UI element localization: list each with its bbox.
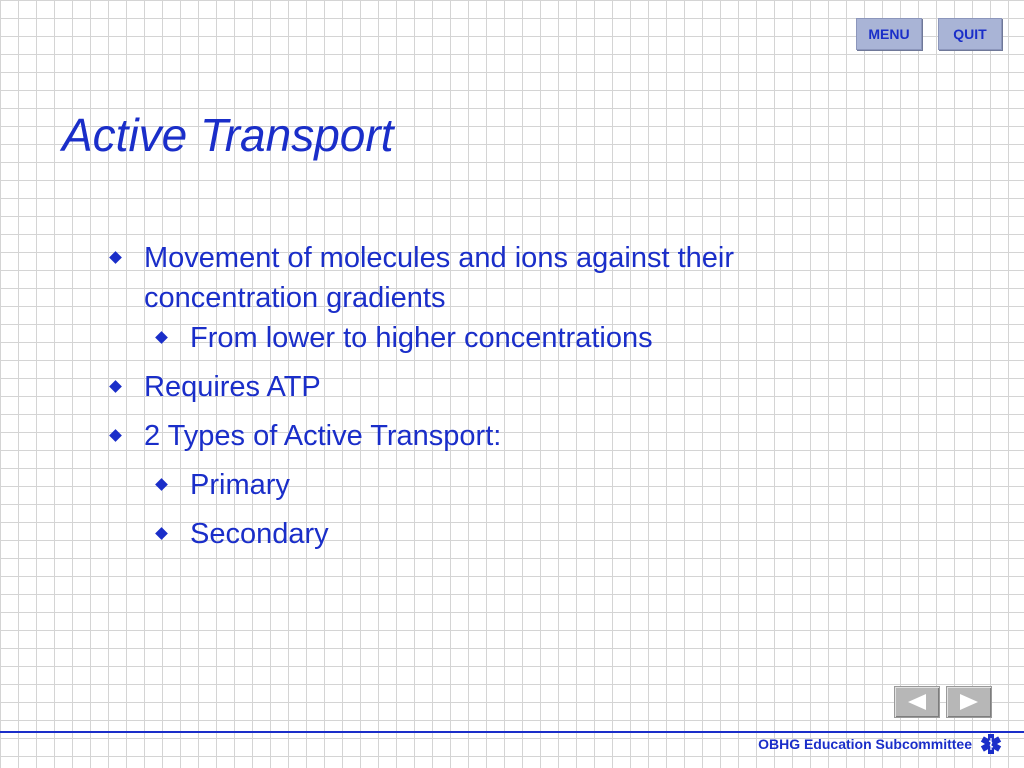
diamond-bullet-icon xyxy=(109,380,122,393)
bullet-list xyxy=(108,238,868,554)
previous-slide-button[interactable] xyxy=(894,686,940,718)
diamond-bullet-icon xyxy=(109,429,122,442)
quit-button[interactable] xyxy=(938,18,1002,50)
sub-bullet-item xyxy=(154,318,868,358)
star-of-life-icon xyxy=(980,733,1002,755)
slide-title: Active Transport xyxy=(62,109,394,161)
bullet-text: Movement of molecules and ions against their concentration gradients xyxy=(144,242,734,314)
next-slide-button[interactable] xyxy=(946,686,992,718)
footer-text: OBHG Education Subcommittee xyxy=(758,736,972,752)
quit-button-label: QUIT xyxy=(953,26,987,42)
arrow-right-icon xyxy=(956,692,982,712)
footer-divider xyxy=(0,731,1024,733)
diamond-bullet-icon xyxy=(155,527,168,540)
menu-button[interactable] xyxy=(856,18,922,50)
arrow-left-icon xyxy=(904,692,930,712)
diamond-bullet-icon xyxy=(109,251,122,264)
bullet-text: Primary xyxy=(190,469,290,501)
bullet-item xyxy=(108,367,868,407)
bullet-text: Secondary xyxy=(190,518,329,550)
sub-bullet-item xyxy=(154,465,868,505)
bullet-item xyxy=(108,416,868,456)
bullet-text: Requires ATP xyxy=(144,371,321,403)
diamond-bullet-icon xyxy=(155,331,168,344)
diamond-bullet-icon xyxy=(155,478,168,491)
bullet-item xyxy=(108,238,868,318)
menu-button-label: MENU xyxy=(868,26,910,42)
sub-bullet-item xyxy=(154,514,868,554)
bullet-text: From lower to higher concentrations xyxy=(190,322,653,354)
bullet-text: 2 Types of Active Transport: xyxy=(144,420,502,452)
